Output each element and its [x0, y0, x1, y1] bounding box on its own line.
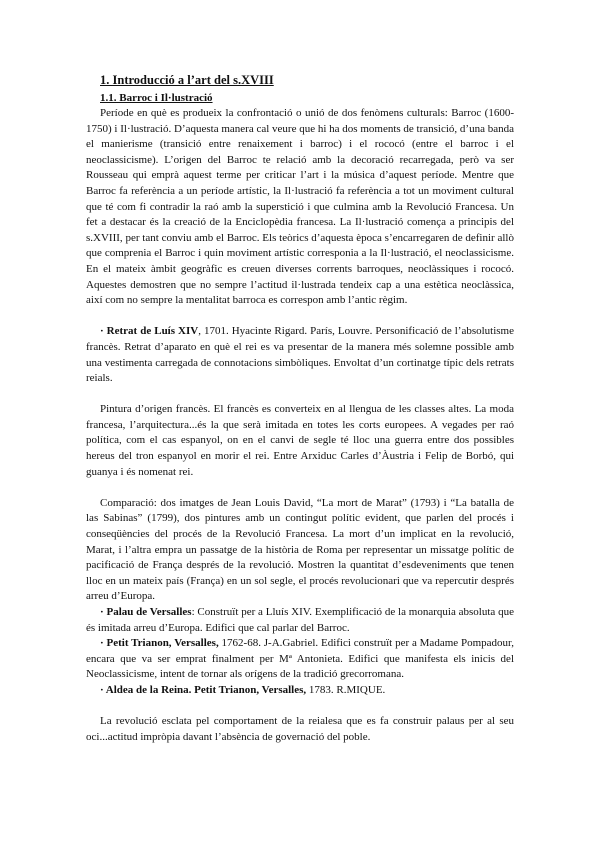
trianon-paragraph — [86, 636, 514, 683]
palau-paragraph — [86, 605, 514, 636]
document-page — [86, 72, 514, 745]
retrat-paragraph — [86, 324, 514, 386]
intro-paragraph: Període en què es produeix la confrontació o unió de dos fenòmens culturals: Barroc (1600-1750) i Il·lustració. D’aquesta manera cal veure que hi ha dos moments de transició, d’una banda el manierisme (transició entre renaixement i barroc) i el rococó (entre el barroc i el neoclassicisme). L’origen del Barroc te relació amb la decoració recarregada, però va ser Rousseau qui emprà aquest terme per criticar l’art i la música d’aquest període. Mentre que Barroc fa referència a un període artístic, la Il·lustració fa referència a tot un moviment cultural que té com fi contradir la raó amb la superstició i que culmina amb la Revolució Francesa. Un fet a destacar és la creació de la Enciclopèdia francesa. La Il·lustració comença a principis del s.XVIII, per tant conviu amb el Barroc. Els teòrics d’aquesta època s’encarregaren de definir allò que comprenia el Barroc i quin moviment artístic corresponia a la Il·lustració, el neoclassicisme. En el mateix àmbit geogràfic es creuen diverses corrents barroques, neoclàssiques i rococó. Aquestes demostren que no sempre l’actitud il·lustrada tendeix cap a una estètica neoclàssica, així com no sempre la mentalitat barroca es correspon amb l’antic règim. — [86, 107, 514, 307]
retrat-text: , 1701. Hyacinte Rigard. París, Louvre. Personificació de l’absolutisme francès. Retrat d’aparato en què el rei es va presentar de la manera més solemne possible amb una vestimenta carregada de connotacions simbòliques. Envoltat d’un cortinatge típic dels retrats reials. — [86, 325, 514, 385]
revolucio-paragraph: La revolució esclata pel comportament de la reialesa que es fa construir palaus per al seu oci...actitud impròpia davant l’absència de governació del poble. — [86, 715, 514, 743]
aldea-paragraph — [86, 683, 514, 699]
palau-title: · Palau de Versalles — [100, 606, 192, 618]
retrat-title: · Retrat de Luís XIV — [100, 325, 199, 338]
comparacio-paragraph: Comparació: dos imatges de Jean Louis David, “La mort de Marat” (1793) i “La batalla de las Sabinas” (1799), dos pintures amb un contingut polític evident, que parlen del procés i conseqüències del procés de la Revolució Francesa. La mort d’un implicat en la revolució, Marat, i l’altra empra un passatge de la història de Roma per representar un missatge polític de pacificació de França després de la revolució. Mostren la quantitat d’esdeveniments que tenen lloc en un mateix país (França) en un sol segle, el procés revolucionari que va repercutir després arreu d’Europa. — [86, 496, 514, 603]
aldea-text: 1783. R.MIQUE. — [306, 683, 386, 696]
trianon-title: · Petit Trianon, Versalles, — [100, 637, 219, 650]
section-heading: 1. Introducció a l’art del s.XVIII — [100, 73, 274, 87]
trianon-text: 1762-68. J-A.Gabriel. Edifici construït per a Madame Pompadour, encara que va ser emprat finalment per Mª Antonieta. Edifici que manifesta els inicis del Neoclassicisme, intent de tornar als orígens de la tradició grecorromana. — [86, 637, 514, 681]
pintura-paragraph: Pintura d’origen francès. El francès es converteix en al llengua de les classes altes. La moda francesa, l’arquitectura...és la que serà imitada en totes les corts europees. A vegades per raó política, com el cas espanyol, on en el canvi de segle té lloc una guerra entre dos possibles hereus del tron espanyol en morir el rei. Entre Arxiduc Carles d’Àustria i Felip de Borbó, qui guanya i és nomenat rei. — [86, 403, 514, 478]
subsection-heading: 1.1. Barroc i Il·lustració — [100, 92, 213, 104]
aldea-title: · Aldea de la Reina. Petit Trianon, Versalles, — [100, 683, 307, 696]
palau-text: : Construït per a Lluís XIV. Exemplificació de la monarquia absoluta que és imitada arreu d’Europa. Edifici que cal parlar del Barroc. — [86, 606, 514, 634]
